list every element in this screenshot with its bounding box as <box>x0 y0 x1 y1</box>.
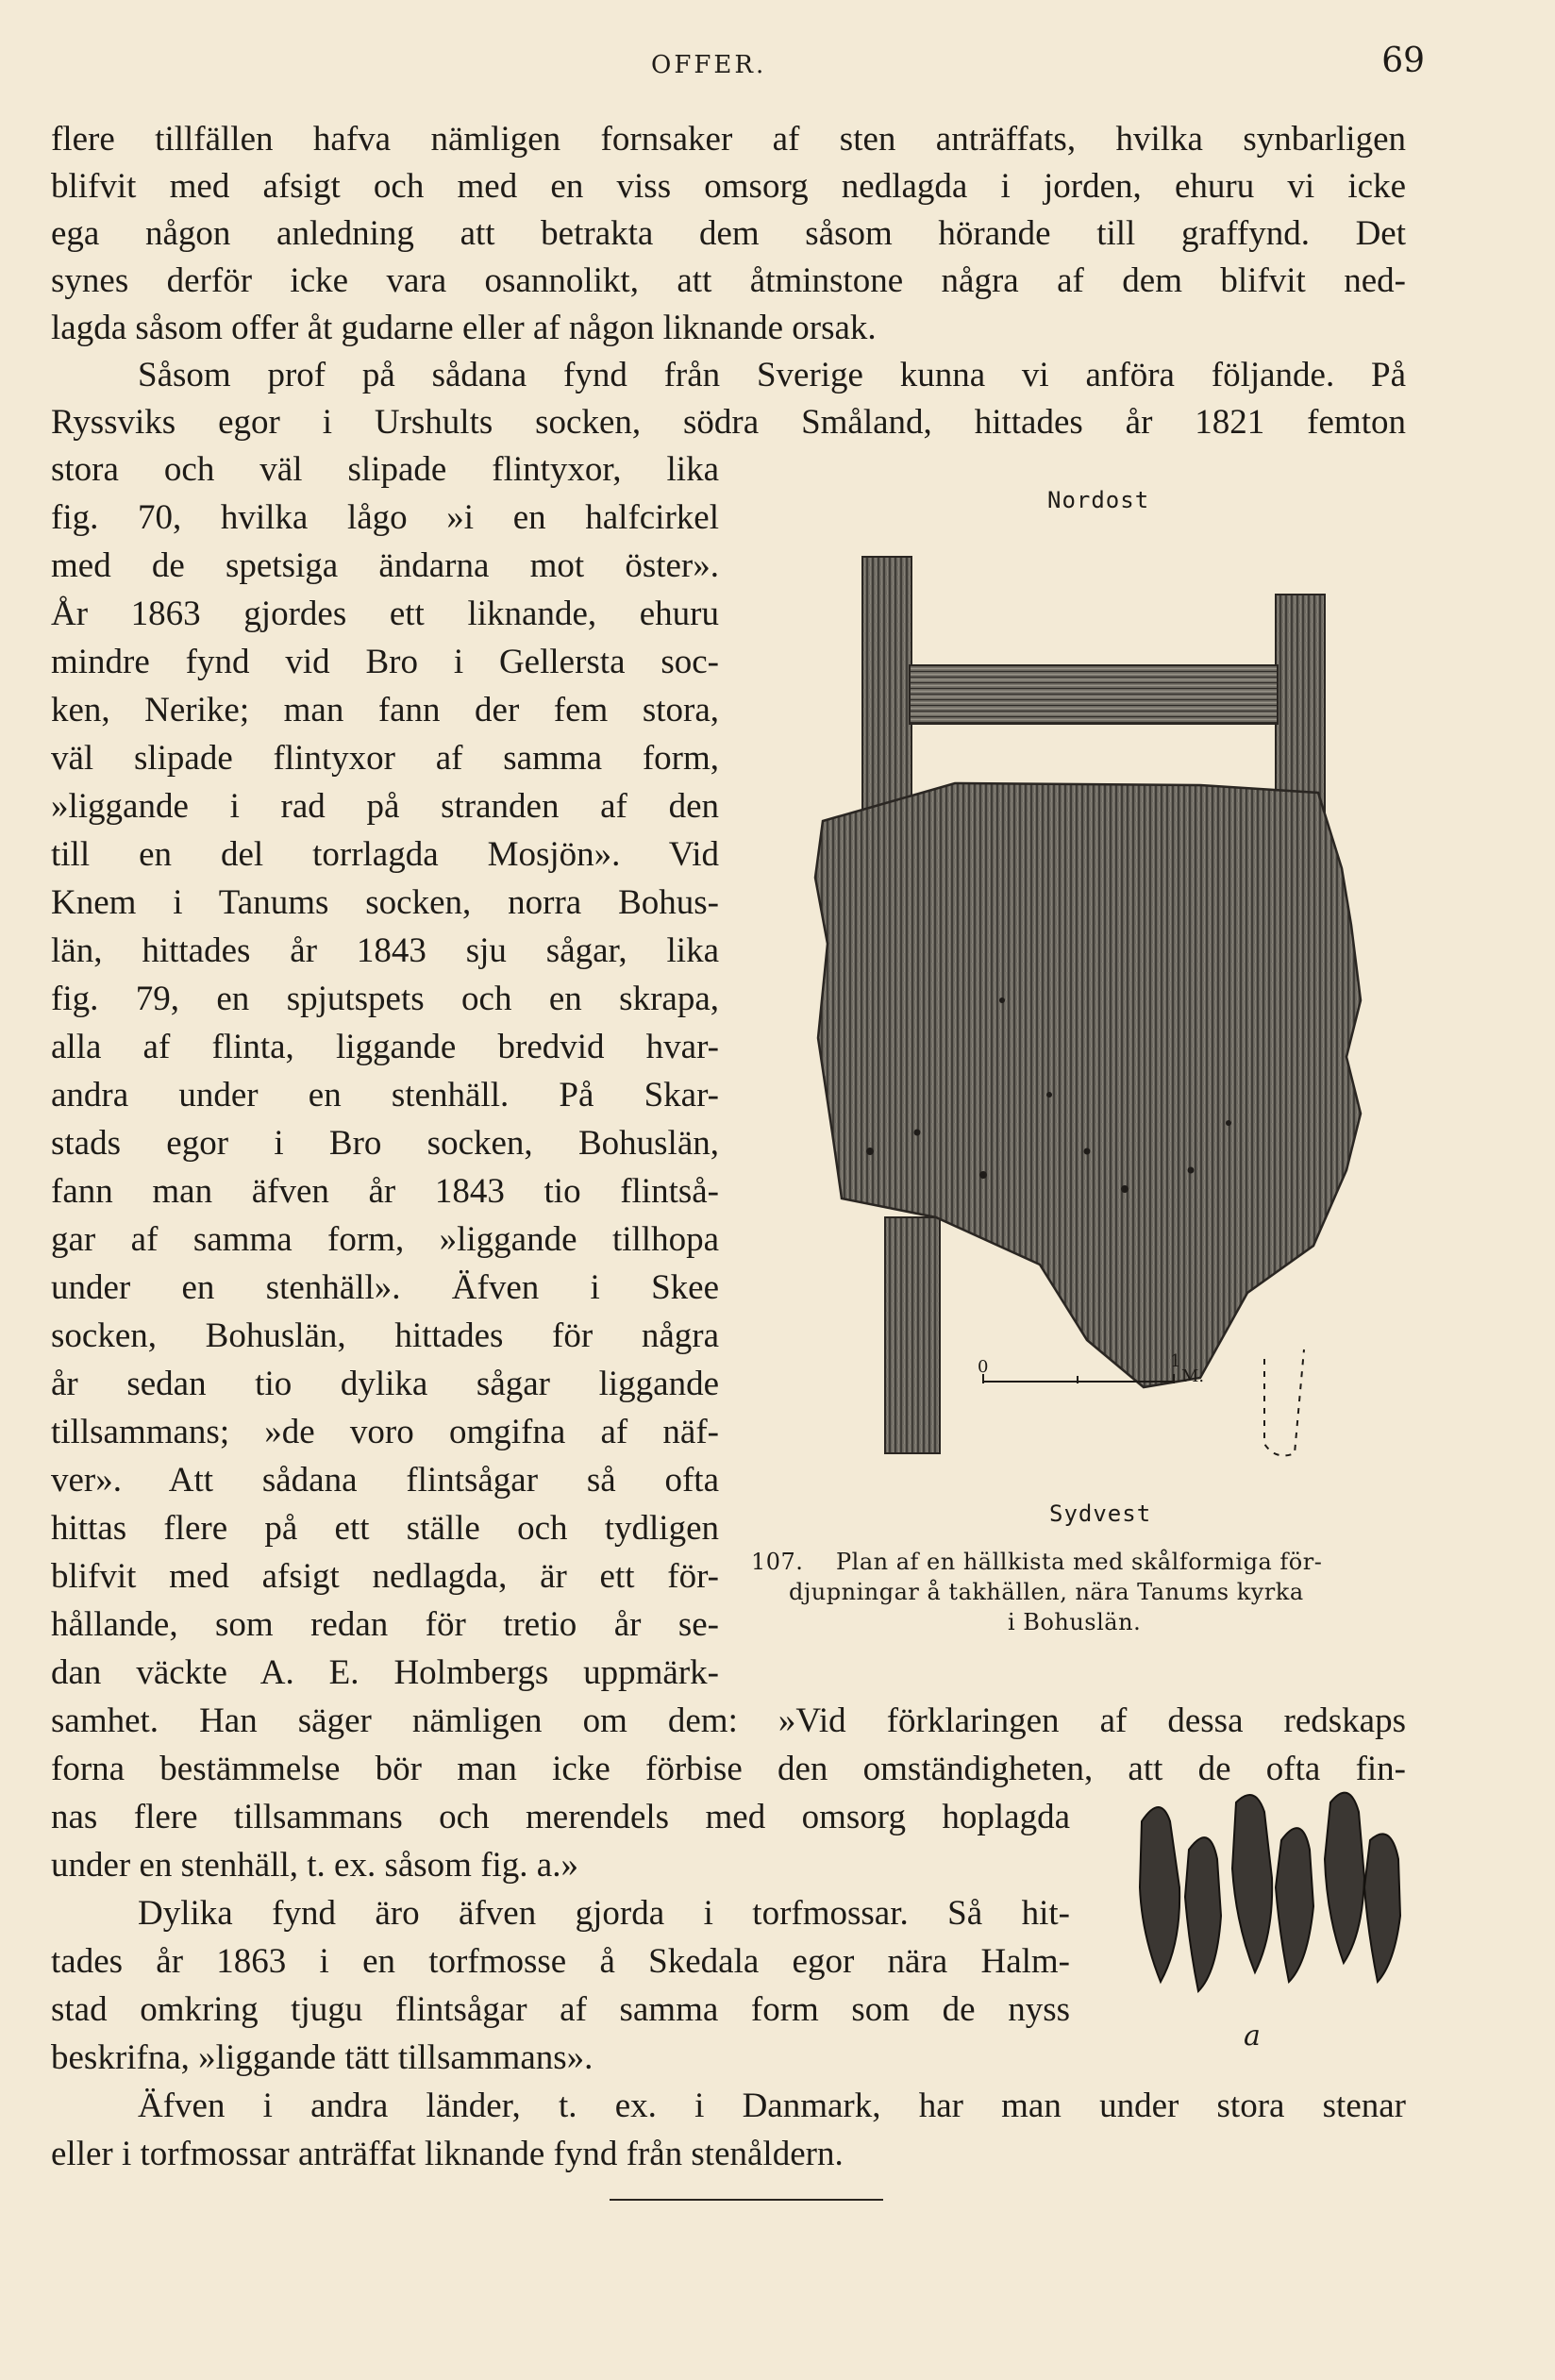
text-line: nas flere tillsammans och merendels med omsorg hoplagda <box>51 1798 1070 1836</box>
page-number: 69 <box>1381 42 1425 80</box>
text-line: hållande, som redan för tretio år se- <box>51 1605 719 1644</box>
figure-a-label: a <box>1244 2020 1261 2053</box>
text-line: tades år 1863 i en torfmosse å Skedala egor nära Halm- <box>51 1942 1070 1981</box>
text-line: under en stenhäll, t. ex. såsom fig. a.» <box>51 1846 578 1885</box>
text-line: Knem i Tanums socken, norra Bohus- <box>51 883 719 922</box>
text-line: »liggande i rad på stranden af den <box>51 787 719 826</box>
text-line: dan väckte A. E. Holmbergs uppmärk- <box>51 1653 719 1692</box>
text-line: stora och väl slipade flintyxor, lika <box>51 450 719 489</box>
text-line: till en del torrlagda Mosjön». Vid <box>51 835 719 874</box>
text-line: Äfven i andra länder, t. ex. i Danmark, har man under stora stenar <box>138 2087 1406 2125</box>
text-line: stads egor i Bro socken, Bohuslän, <box>51 1124 719 1163</box>
flint-saw-2 <box>1185 1837 1221 1991</box>
compass-label-northeast: Nordost <box>1047 487 1150 513</box>
text-line: fig. 79, en spjutspets och en skrapa, <box>51 980 719 1018</box>
text-line: blifvit med afsigt och med en viss omsorg nedlagda i jorden, ehuru vi icke <box>51 167 1406 206</box>
text-line: tillsammans; »de voro omgifna af näf- <box>51 1413 719 1451</box>
text-line: ega någon anledning att betrakta dem såsom hörande till graffynd. Det <box>51 214 1406 253</box>
figure-caption-line: i Bohuslän. <box>1008 1609 1142 1635</box>
text-line: väl slipade flintyxor af samma form, <box>51 739 719 778</box>
text-line: fann man äfven år 1843 tio flintså- <box>51 1172 719 1211</box>
text-line: fig. 70, hvilka lågo »i en halfcirkel <box>51 498 719 537</box>
text-line: År 1863 gjordes ett liknande, ehuru <box>51 595 719 633</box>
text-line: stad omkring tjugu flintsågar af samma form som de nyss <box>51 1990 1070 2029</box>
figure-caption-line: djupningar å takhällen, nära Tanums kyrka <box>789 1579 1304 1605</box>
text-line: Ryssviks egor i Urshults socken, södra Småland, hittades år 1821 femton <box>51 403 1406 442</box>
text-line: flere tillfällen hafva nämligen fornsaker af sten anträffats, hvilka synbarligen <box>51 120 1406 159</box>
text-line: synes derför icke vara osannolikt, att åtminstone några af dem blifvit ned- <box>51 261 1406 300</box>
text-line: alla af flinta, liggande bredvid hvar- <box>51 1028 719 1066</box>
cist-plan-figure <box>804 472 1389 1472</box>
text-line: Dylika fynd äro äfven gjorda i torfmossar. Så hit- <box>138 1894 1070 1933</box>
flint-saws-figure <box>1123 1784 1415 2010</box>
text-line: lagda såsom offer åt gudarne eller af någon liknande orsak. <box>51 309 877 347</box>
dotted-outline <box>1264 1349 1304 1455</box>
text-line: samhet. Han säger nämligen om dem: »Vid förklaringen af dessa redskaps <box>51 1701 1406 1740</box>
scale-zero: 0 <box>978 1357 989 1377</box>
scale-one: 1 <box>1170 1351 1181 1371</box>
text-line: blifvit med afsigt nedlagda, är ett för- <box>51 1557 719 1596</box>
compass-label-southwest: Sydvest <box>1049 1500 1152 1527</box>
text-line: med de spetsiga ändarna mot öster». <box>51 546 719 585</box>
flint-saw-3 <box>1232 1795 1272 1972</box>
text-line: under en stenhäll». Äfven i Skee <box>51 1268 719 1307</box>
flint-saw-4 <box>1276 1828 1313 1982</box>
flint-saw-6 <box>1364 1834 1400 1982</box>
flint-saw-5 <box>1325 1793 1364 1963</box>
text-line: forna bestämmelse bör man icke förbise den omständigheten, att de ofta fin- <box>51 1750 1406 1788</box>
figure-caption-number: 107. <box>751 1549 804 1575</box>
scale-unit: M. <box>1181 1366 1205 1386</box>
bottom-slab <box>885 1217 940 1453</box>
text-line: socken, Bohuslän, hittades för några <box>51 1316 719 1355</box>
text-line: andra under en stenhäll. På Skar- <box>51 1076 719 1115</box>
text-line: ver». Att sådana flintsågar så ofta <box>51 1461 719 1500</box>
footer-rule <box>610 2199 883 2201</box>
text-line: beskrifna, »liggande tätt tillsammans». <box>51 2038 594 2077</box>
text-line: Såsom prof på sådana fynd från Sverige kunna vi anföra följande. På <box>138 356 1406 394</box>
text-line: hittas flere på ett ställe och tydligen <box>51 1509 719 1548</box>
text-line: ken, Nerike; man fann der fem stora, <box>51 691 719 729</box>
end-slab <box>910 665 1278 724</box>
text-line: år sedan tio dylika sågar liggande <box>51 1365 719 1403</box>
figure-caption-line: Plan af en hällkista med skålformiga för- <box>836 1549 1323 1575</box>
text-line: eller i torfmossar anträffat liknande fynd från stenåldern. <box>51 2135 844 2173</box>
text-line: gar af samma form, »liggande tillhopa <box>51 1220 719 1259</box>
flint-saw-1 <box>1140 1807 1179 1982</box>
running-header: OFFER. <box>651 51 767 79</box>
text-line: mindre fynd vid Bro i Gellersta soc- <box>51 643 719 681</box>
text-line: län, hittades år 1843 sju sågar, lika <box>51 931 719 970</box>
